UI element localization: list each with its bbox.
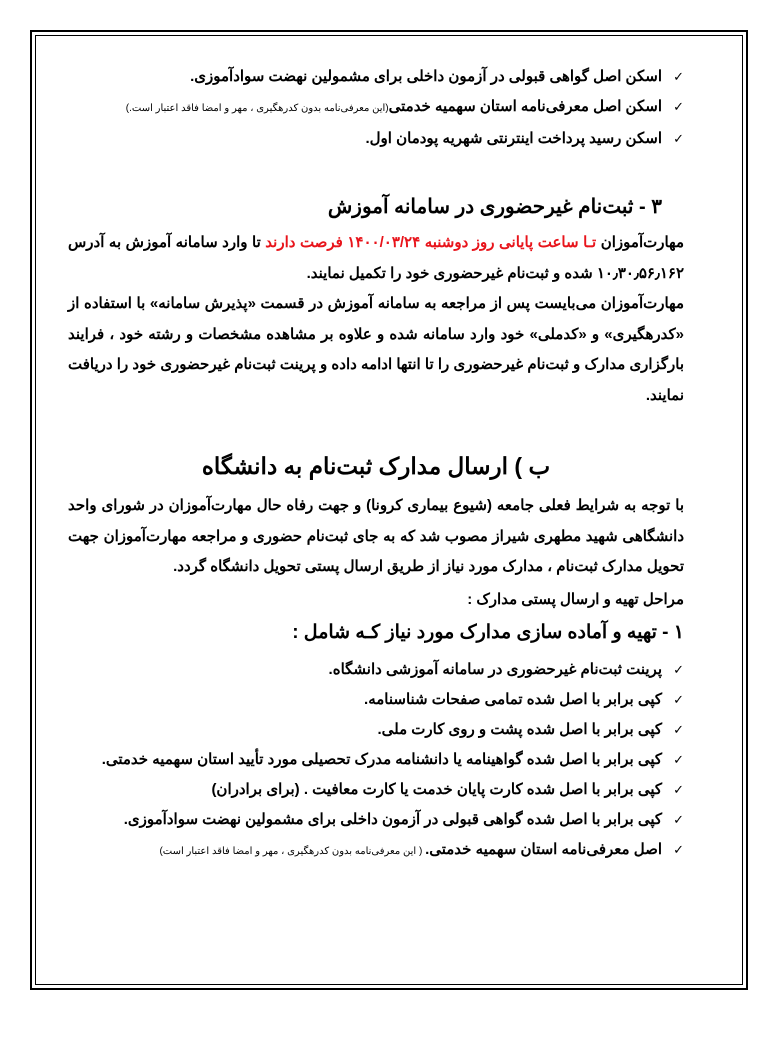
paragraph-text: مهارت‌آموزان [596,234,684,251]
list-item-text: کپی برابر با اصل شده گواهی قبولی در آزمون داخلی برای مشمولین نهضت سوادآموزی. [123,810,662,828]
list-item [68,775,684,805]
list-item-note: (این معرفی‌نامه بدون کدرهگیری ، مهر و امضا فاقد اعتبار است.) [125,103,389,114]
check-icon: ✓ [673,841,684,857]
list-item-text: کپی برابر با اصل شده کارت پایان خدمت یا کارت معافیت . (برای برادران) [211,780,662,798]
page-border [30,30,748,990]
list-item [68,685,684,715]
check-icon: ✓ [673,811,684,827]
paragraph-text: تا وارد سامانه آموزش به آدرس ۱۰٫۳۰٫۵۶٫۱۶۲ شده و ثبت‌نام غیرحضوری خود را تکمیل نمایند. [68,234,684,282]
check-icon: ✓ [673,661,684,677]
list-item-text: اسکن رسید پرداخت اینترنتی شهریه پودمان اول. [365,130,662,147]
paragraph: مهارت‌آموزان می‌بایست پس از مراجعه به سامانه آموزش در قسمت «پذیرش سامانه» با استفاده از «کدرهگیری» و «کدملی» خود وارد سامانه شده و علاوه بر مشاهده مشخصات و رشته خود ، فرایند بارگزاری مدارک و ثبت‌نام غیرحضوری را تا انتها ادامه داده و پرینت ثبت‌نام غیرحضوری خود را دریافت نمایند. [68,295,684,404]
section-heading: ب ) ارسال مدارک ثبت‌نام به دانشگاه [201,453,551,479]
list-item [68,92,684,124]
list-item [68,745,684,775]
list-item-main: اصل معرفی‌نامه استان سهمیه خدمتی. [425,840,662,858]
list-item-text: کپی برابر با اصل شده گواهینامه یا دانشنامه مدرک تحصیلی مورد تأیید استان سهمیه خدمتی. [101,750,662,768]
subheading: مراحل تهیه و ارسال پستی مدارک : [467,590,684,608]
list-item [68,655,684,685]
check-icon: ✓ [673,781,684,797]
check-icon: ✓ [673,99,684,114]
paragraph [68,228,684,289]
paragraph: با توجه به شرایط فعلی جامعه (شیوع بیماری کرونا) و جهت رفاه حال مهارت‌آموزان در شورای واحد دانشگاهی شهید مطهری شیراز مصوب شد که به جای ثبت‌نام حضوری و مراجعه مهارت‌آموزان جهت تحویل مدارک ثبت‌نام ، مدارک مورد نیاز از طریق ارسال پستی تحویل دانشگاه گردد. [68,497,684,575]
check-icon: ✓ [673,131,684,146]
list-item-text: کپی برابر با اصل شده تمامی صفحات شناسنامه. [364,690,662,708]
list-item-text: اسکن اصل گواهی قبولی در آزمون داخلی برای مشمولین نهضت سوادآموزی. [190,68,662,85]
check-icon: ✓ [673,721,684,737]
list-item-text: پرینت ثبت‌نام غیرحضوری در سامانه آموزشی دانشگاه. [328,660,662,678]
check-icon: ✓ [673,69,684,84]
list-item [68,62,684,92]
page-content [35,35,743,985]
list-item [68,805,684,835]
check-icon: ✓ [673,751,684,767]
list-item [68,835,684,867]
list-item-text [68,92,662,124]
list-item-text [68,835,662,867]
subheading: ۱ - تهیه و آماده سازی مدارک مورد نیاز کـه شامل : [292,621,684,643]
deadline-text: تـا ساعت پایانی روز دوشنبه ۱۴۰۰/۰۳/۲۴ فرصت دارند [265,234,597,251]
list-item-main: اسکن اصل معرفی‌نامه استان سهمیه خدمتی [388,98,662,115]
list-item [68,124,684,154]
list-item [68,715,684,745]
check-icon: ✓ [673,691,684,707]
list-item-text: کپی برابر با اصل شده پشت و روی کارت ملی. [377,720,662,738]
section-heading: ۳ - ثبت‌نام غیرحضوری در سامانه آموزش [327,196,662,218]
list-item-note: ( این معرفی‌نامه بدون کدرهگیری ، مهر و امضا فاقد اعتبار است) [159,845,426,857]
